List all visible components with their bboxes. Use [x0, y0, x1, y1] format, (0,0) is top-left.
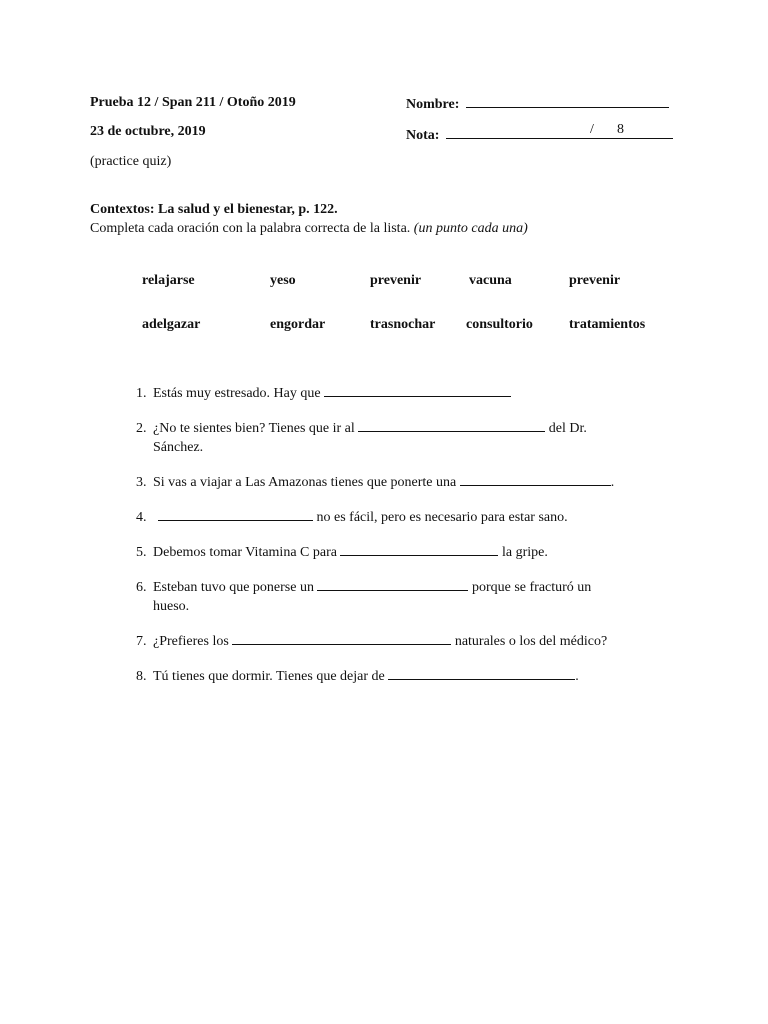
question-number: 8. [136, 669, 147, 684]
question-text: ¿No te sientes bien? Tienes que ir al [153, 421, 355, 436]
answer-blank[interactable] [460, 473, 611, 486]
question-number: 7. [136, 634, 147, 649]
word-bank-item: relajarse [142, 273, 195, 288]
grade-blank[interactable] [446, 124, 673, 139]
question-number: 4. [136, 510, 147, 525]
question-item [136, 473, 636, 492]
question-text: Debemos tomar Vitamina C para [153, 545, 337, 560]
word-bank-item: prevenir [569, 273, 621, 288]
answer-blank[interactable] [232, 632, 451, 645]
word-bank-item: prevenir [370, 273, 422, 288]
answer-blank[interactable] [158, 508, 313, 521]
word-bank-item: engordar [270, 317, 326, 332]
instruction [90, 221, 528, 237]
word-bank-item: yeso [270, 273, 296, 288]
question-item [136, 667, 636, 686]
question-text-after: . [575, 669, 579, 684]
question-text-after: . [610, 475, 615, 490]
question-item [136, 578, 636, 616]
grade-slash: / [589, 122, 594, 137]
question-item [136, 632, 636, 651]
word-bank-item: trasnochar [370, 317, 436, 332]
word-bank-item: adelgazar [142, 317, 201, 332]
grade-field [406, 124, 673, 144]
answer-blank[interactable] [324, 384, 511, 397]
name-blank[interactable] [466, 95, 669, 108]
question-item [136, 419, 636, 457]
question-item [136, 543, 636, 562]
question-item [136, 384, 636, 403]
question-text-after: la gripe. [501, 545, 548, 560]
question-number: 2. [136, 421, 147, 436]
practice-note: (practice quiz) [90, 154, 172, 169]
question-text: Estás muy estresado. Hay que [153, 386, 321, 401]
word-bank-item: consultorio [466, 317, 533, 332]
question-text: ¿Prefieres los [153, 634, 229, 649]
instruction-note: (un punto cada una) [413, 221, 528, 236]
question-text-after: del Dr. Sánchez. [153, 421, 587, 455]
question-item [136, 508, 636, 527]
grade-total: 8 [616, 122, 624, 137]
section-title: Contextos: La salud y el bienestar, p. 122. [90, 202, 338, 217]
name-field [406, 95, 669, 113]
question-text: Esteban tuvo que ponerse un [153, 580, 314, 595]
answer-blank[interactable] [358, 419, 545, 432]
question-text: Si vas a viajar a Las Amazonas tienes que ponerte una [153, 475, 457, 490]
question-text: Tú tienes que dormir. Tienes que dejar de [153, 669, 385, 684]
question-text-after: naturales o los del médico? [454, 634, 608, 649]
instruction-text: Completa cada oración con la palabra correcta de la lista. [90, 221, 411, 236]
question-text-after: no es fácil, pero es necesario para estar sano. [316, 510, 568, 525]
question-number: 6. [136, 580, 147, 595]
quiz-title: Prueba 12 / Span 211 / Otoño 2019 [90, 95, 296, 110]
grade-label: Nota: [406, 128, 440, 143]
question-number: 3. [136, 475, 147, 490]
word-bank-item: tratamientos [569, 317, 646, 332]
answer-blank[interactable] [388, 667, 575, 680]
question-number: 5. [136, 545, 147, 560]
quiz-date: 23 de octubre, 2019 [90, 124, 206, 139]
question-number: 1. [136, 386, 147, 401]
question-text-after: porque se fracturó un hueso. [153, 580, 592, 614]
answer-blank[interactable] [340, 543, 498, 556]
answer-blank[interactable] [317, 578, 468, 591]
name-label: Nombre: [406, 97, 460, 112]
word-bank-item: vacuna [469, 273, 512, 288]
